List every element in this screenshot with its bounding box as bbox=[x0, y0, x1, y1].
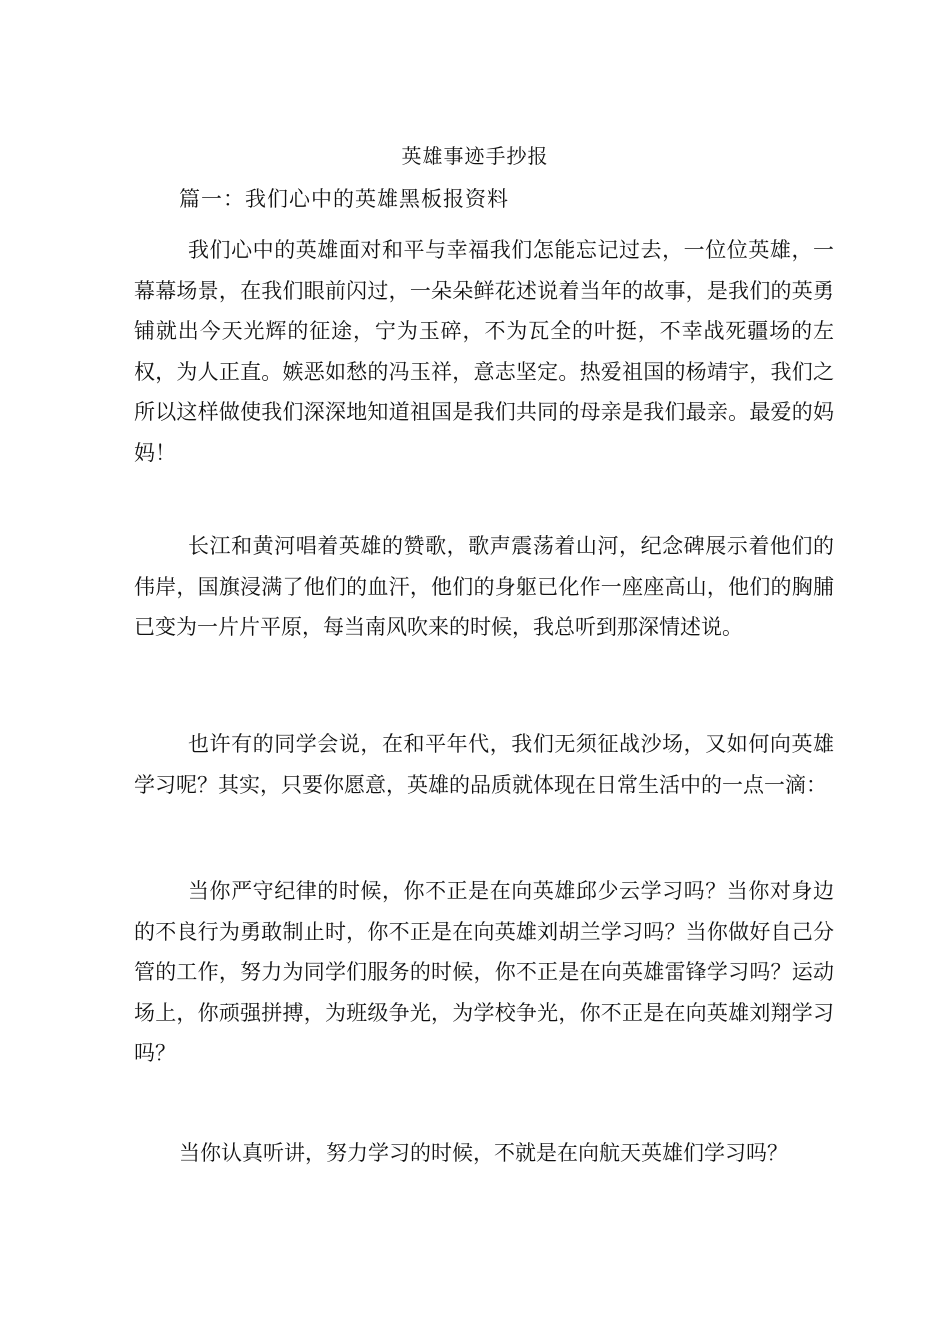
document-subtitle: 篇一：我们心中的英雄黑板报资料 bbox=[179, 187, 509, 211]
document-title: 英雄事迹手抄报 bbox=[401, 144, 549, 168]
paragraph-5: 当你认真听讲，努力学习的时候，不就是在向航天英雄们学习吗？ bbox=[179, 1141, 788, 1165]
paragraph-3: 也许有的同学会说，在和平年代，我们无须征战沙场，又如何向英雄学习呢？其实，只要你愿意，英雄的品质就体现在日常生活中的一点一滴： bbox=[134, 732, 834, 797]
paragraph-1: 我们心中的英雄面对和平与幸福我们怎能忘记过去，一位位英雄，一幕幕场景，在我们眼前闪过，一朵朵鲜花述说着当年的故事，是我们的英勇铺就出今天光辉的征途，宁为玉碎，不为瓦全的叶挺，不幸战死疆场的左权，为人正直。嫉恶如愁的冯玉祥，意志坚定。热爱祖国的杨靖宇，我们之所以这样做使我们深深地知道祖国是我们共同的母亲是我们最亲。最爱的妈妈！ bbox=[134, 238, 834, 465]
paragraph-2: 长江和黄河唱着英雄的赞歌，歌声震荡着山河，纪念碑展示着他们的伟岸，国旗浸满了他们的血汗，他们的身躯已化作一座座高山，他们的胸脯已变为一片片平原，每当南风吹来的时候，我总听到那深情述说。 bbox=[134, 534, 834, 639]
paragraph-4: 当你严守纪律的时候，你不正是在向英雄邱少云学习吗？当你对身边的不良行为勇敢制止时，你不正是在向英雄刘胡兰学习吗？当你做好自己分管的工作，努力为同学们服务的时候，你不正是在向英雄雷锋学习吗？运动场上，你顽强拼搏，为班级争光，为学校争光，你不正是在向英雄刘翔学习吗？ bbox=[134, 879, 834, 1065]
